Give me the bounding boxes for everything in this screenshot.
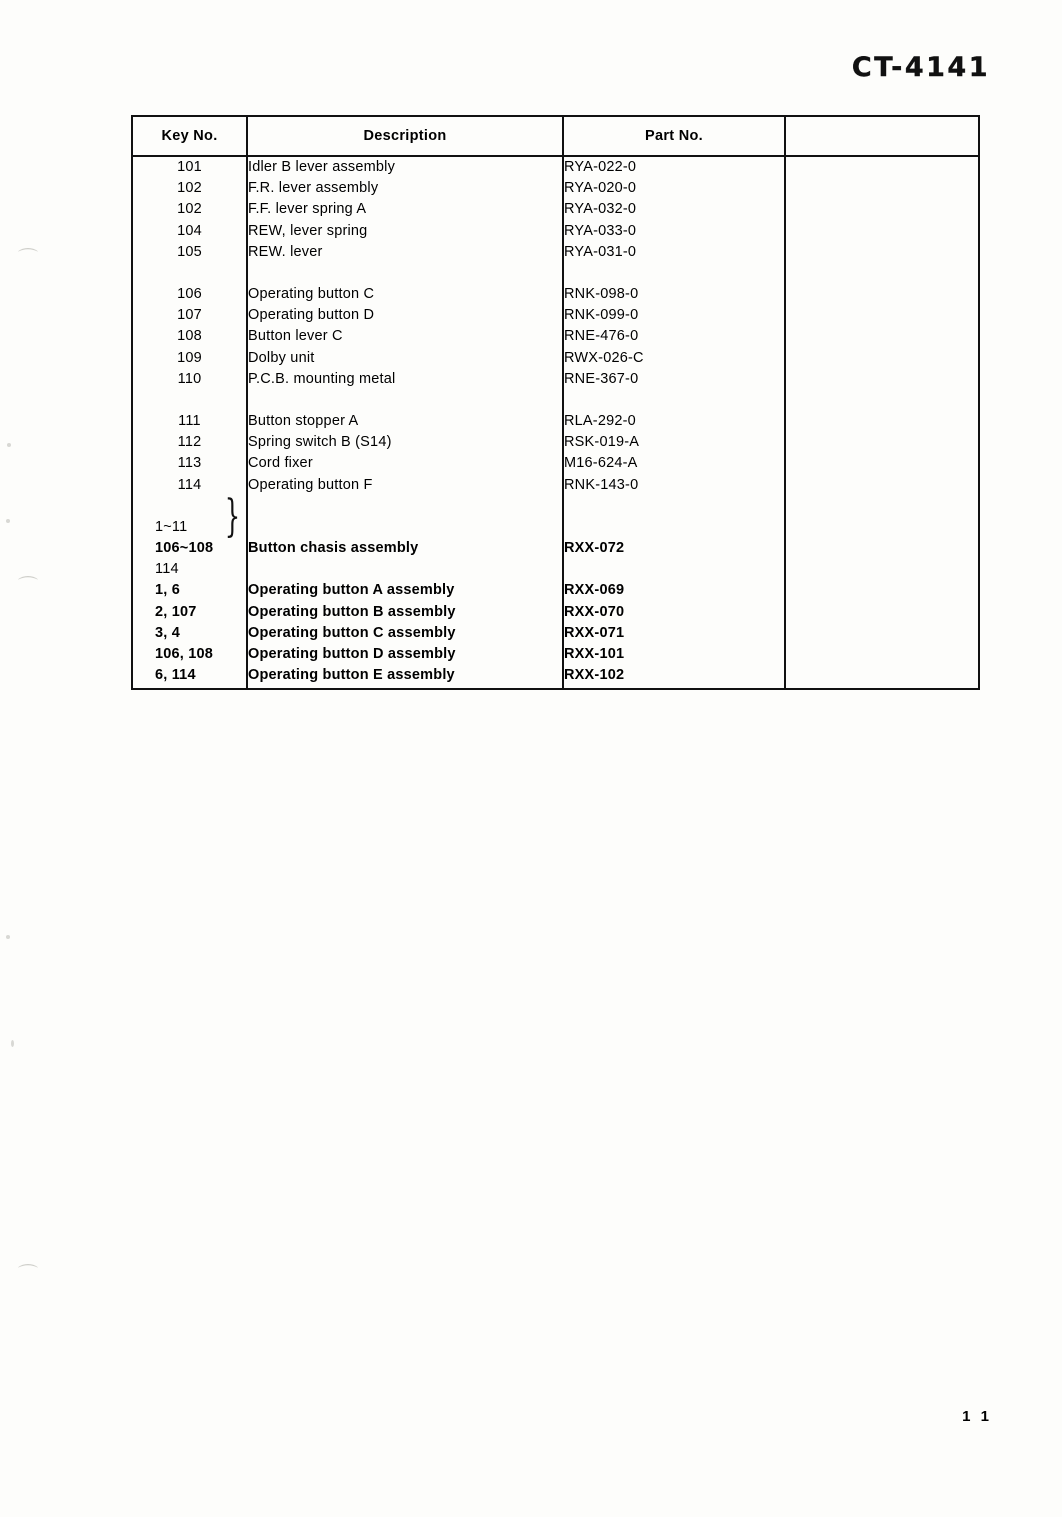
table-row — [133, 242, 978, 263]
cell-part-no: RNK-098-0 — [563, 284, 785, 305]
cell-description: Dolby unit — [247, 348, 563, 369]
table-spacer-row — [133, 496, 978, 517]
cell-key-no: 2, 107 — [133, 602, 247, 623]
scan-speck — [6, 935, 10, 939]
cell-blank — [785, 369, 978, 390]
cell-key-no: 6, 114 — [133, 665, 247, 688]
cell-part-no: RYA-022-0 — [563, 156, 785, 178]
cell-part-no: RYA-020-0 — [563, 178, 785, 199]
cell-part-no: RLA-292-0 — [563, 411, 785, 432]
cell-part-no: RXX-102 — [563, 665, 785, 688]
cell-part-no — [563, 390, 785, 411]
cell-key-no: 111 — [133, 411, 247, 432]
cell-blank — [785, 453, 978, 474]
cell-description: Operating button E assembly — [247, 665, 563, 688]
cell-part-no: RYA-031-0 — [563, 242, 785, 263]
cell-part-no: M16-624-A — [563, 453, 785, 474]
cell-key-no: 114 — [133, 475, 247, 496]
cell-key-no: 113 — [133, 453, 247, 474]
cell-blank — [785, 432, 978, 453]
table-header-row — [133, 117, 978, 156]
cell-part-no: RXX-071 — [563, 623, 785, 644]
cell-blank — [785, 496, 978, 517]
column-header-description: Description — [247, 117, 563, 156]
cell-blank — [785, 263, 978, 284]
cell-description: Operating button D assembly — [247, 644, 563, 665]
cell-part-no: RXX-070 — [563, 602, 785, 623]
cell-key-no: 112 — [133, 432, 247, 453]
cell-part-no: RWX-026-C — [563, 348, 785, 369]
table-row — [133, 580, 978, 601]
cell-description: Operating button A assembly — [247, 580, 563, 601]
table-spacer-row — [133, 390, 978, 411]
cell-key-no: 106, 108 — [133, 644, 247, 665]
cell-blank — [785, 242, 978, 263]
cell-blank — [785, 517, 978, 538]
column-header-blank — [785, 117, 978, 156]
scan-artifact: ⌒ — [18, 574, 38, 598]
cell-key-no: 114 — [133, 559, 247, 580]
cell-key-no: 106 — [133, 284, 247, 305]
scan-artifact: ⌒ — [18, 1262, 38, 1286]
cell-part-no: RYA-033-0 — [563, 221, 785, 242]
cell-key-no: 110 — [133, 369, 247, 390]
cell-description — [247, 496, 563, 517]
table-row — [133, 665, 978, 688]
cell-description: Button chasis assembly — [247, 538, 563, 559]
table-row — [133, 538, 978, 559]
cell-description — [247, 263, 563, 284]
cell-key-no — [133, 390, 247, 411]
cell-key-no — [133, 263, 247, 284]
cell-blank — [785, 156, 978, 178]
cell-blank — [785, 326, 978, 347]
cell-part-no: RNE-476-0 — [563, 326, 785, 347]
page-number: 1 1 — [962, 1408, 992, 1425]
table-row — [133, 411, 978, 432]
cell-blank — [785, 580, 978, 601]
cell-blank — [785, 475, 978, 496]
cell-description: REW. lever — [247, 242, 563, 263]
cell-description: Operating button D — [247, 305, 563, 326]
table-row — [133, 156, 978, 178]
cell-part-no — [563, 263, 785, 284]
cell-key-no: 1~11 } — [133, 517, 247, 538]
cell-key-no: 105 — [133, 242, 247, 263]
cell-blank — [785, 199, 978, 220]
scan-speck — [6, 519, 10, 523]
cell-blank — [785, 665, 978, 688]
cell-part-no — [563, 496, 785, 517]
cell-part-no: RNE-367-0 — [563, 369, 785, 390]
cell-description — [247, 390, 563, 411]
table-row — [133, 432, 978, 453]
cell-blank — [785, 602, 978, 623]
cell-blank — [785, 284, 978, 305]
cell-description: Operating button C assembly — [247, 623, 563, 644]
cell-part-no: RYA-032-0 — [563, 199, 785, 220]
cell-blank — [785, 305, 978, 326]
cell-key-no: 102 — [133, 178, 247, 199]
table-row — [133, 559, 978, 580]
cell-blank — [785, 348, 978, 369]
cell-key-no: 107 — [133, 305, 247, 326]
table-row — [133, 326, 978, 347]
cell-blank — [785, 644, 978, 665]
cell-description: Operating button C — [247, 284, 563, 305]
cell-key-no: 108 — [133, 326, 247, 347]
brace-icon: } — [224, 490, 240, 542]
cell-description: Button lever C — [247, 326, 563, 347]
cell-blank — [785, 221, 978, 242]
cell-description — [247, 517, 563, 538]
cell-description: P.C.B. mounting metal — [247, 369, 563, 390]
table-spacer-row — [133, 263, 978, 284]
cell-blank — [785, 178, 978, 199]
cell-blank — [785, 538, 978, 559]
cell-part-no: RNK-143-0 — [563, 475, 785, 496]
table-row — [133, 644, 978, 665]
cell-part-no: RSK-019-A — [563, 432, 785, 453]
cell-description: Spring switch B (S14) — [247, 432, 563, 453]
table-row — [133, 517, 978, 538]
cell-description: Idler B lever assembly — [247, 156, 563, 178]
cell-blank — [785, 411, 978, 432]
cell-key-no: 102 — [133, 199, 247, 220]
cell-part-no: RXX-072 — [563, 538, 785, 559]
column-header-key-no: Key No. — [133, 117, 247, 156]
table-row — [133, 453, 978, 474]
cell-description: Cord fixer — [247, 453, 563, 474]
table-row — [133, 369, 978, 390]
cell-description: F.F. lever spring A — [247, 199, 563, 220]
table-row — [133, 221, 978, 242]
cell-description: Button stopper A — [247, 411, 563, 432]
table-row — [133, 475, 978, 496]
cell-key-no: 109 — [133, 348, 247, 369]
cell-key-no: 101 — [133, 156, 247, 178]
cell-blank — [785, 623, 978, 644]
table-row — [133, 348, 978, 369]
cell-key-no: 106~108 — [133, 538, 247, 559]
cell-part-no: RNK-099-0 — [563, 305, 785, 326]
table-row — [133, 623, 978, 644]
table-row — [133, 178, 978, 199]
cell-part-no — [563, 559, 785, 580]
parts-list-table — [131, 115, 980, 690]
table-row — [133, 199, 978, 220]
cell-part-no: RXX-069 — [563, 580, 785, 601]
scan-artifact: ⌒ — [18, 246, 38, 270]
cell-description: Operating button F — [247, 475, 563, 496]
cell-key-no: 1, 6 — [133, 580, 247, 601]
cell-part-no — [563, 517, 785, 538]
table-row — [133, 602, 978, 623]
model-number: CT-4141 — [851, 52, 990, 83]
cell-part-no: RXX-101 — [563, 644, 785, 665]
table-body — [133, 156, 978, 688]
cell-key-no: 3, 4 — [133, 623, 247, 644]
cell-description: REW, lever spring — [247, 221, 563, 242]
cell-description: F.R. lever assembly — [247, 178, 563, 199]
column-header-part-no: Part No. — [563, 117, 785, 156]
scan-speck — [11, 1040, 14, 1047]
table-row — [133, 305, 978, 326]
cell-description: Operating button B assembly — [247, 602, 563, 623]
scan-speck — [7, 443, 11, 447]
cell-key-no: 104 — [133, 221, 247, 242]
table-row — [133, 284, 978, 305]
cell-blank — [785, 559, 978, 580]
cell-description — [247, 559, 563, 580]
cell-blank — [785, 390, 978, 411]
